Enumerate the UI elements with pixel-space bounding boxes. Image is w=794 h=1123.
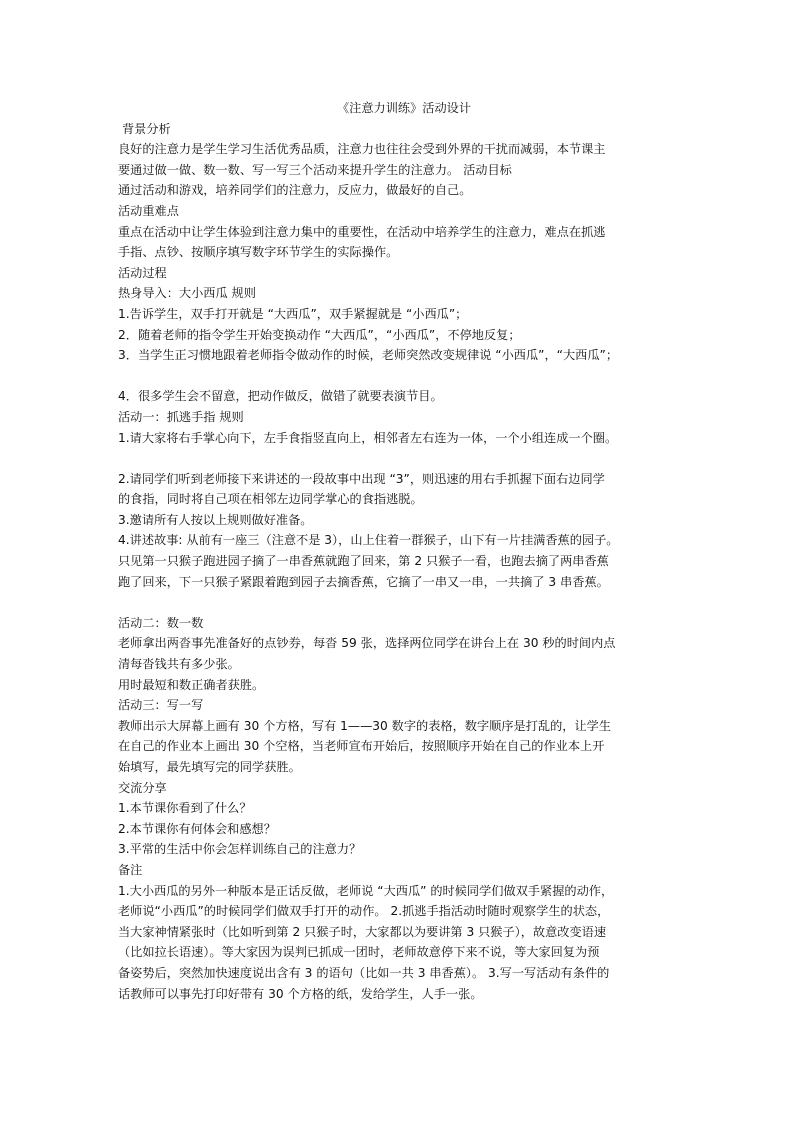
warmup-step: 1.告诉学生，双手打开就是 “大西瓜”，双手紧握就是 “小西瓜”； (118, 306, 468, 321)
spacer (118, 448, 680, 469)
activity2-heading: 活动二：数一数 (118, 615, 204, 630)
activity2-step: 用时最短和数正确者获胜。 (118, 677, 265, 692)
notes-heading: 备注 (118, 862, 143, 877)
notes-line: 话教师可以事先打印好带有 30 个方格的纸，发给学生，人手一张。 (118, 986, 483, 1001)
activity3-step: 在自己的作业本上画出 30 个空格，当老师宣布开始后，按照顺序开始在自己的作业本上开 (118, 739, 605, 754)
activity1-step: 1.请大家将右手掌心向下，左手食指竖直向上，相邻者左右连为一体，一个小组连成一个圈。 (118, 430, 618, 445)
activity3-step: 教师出示大屏幕上画有 30 个方格，写有 1——30 数字的表格，数字顺序是打乱的，让学生 (118, 718, 612, 733)
activity2-step: 老师拿出两沓事先准备好的点钞券，每沓 59 张，选择两位同学在讲台上在 30 秒的时间内点 (118, 636, 616, 651)
goal-text: 通过活动和游戏，培养同学们的注意力，反应力，做最好的自己。 (118, 183, 472, 198)
key-heading: 活动重难点 (118, 203, 179, 218)
notes-line: 1.大小西瓜的另外一种版本是正话反做，老师说 “大西瓜” 的时候同学们做双手紧握的动作， (118, 883, 614, 898)
notes-line: （比如拉长语速）。等大家因为误判已抓成一团时，老师故意停下来不说，等大家回复为预 (118, 945, 600, 960)
warmup-heading: 热身导入：大小西瓜 规则 (118, 286, 256, 301)
activity3-heading: 活动三：写一写 (118, 698, 204, 713)
process-heading: 活动过程 (118, 265, 167, 280)
share-question: 3.平常的生活中你会怎样训练自己的注意力？ (118, 842, 362, 857)
document-body (118, 98, 680, 1004)
notes-line: 备姿势后，突然加快速度说出含有 3 的语句（比如一共 3 串香蕉）。 3.写一写活动有条件的 (118, 965, 610, 980)
share-question: 1.本节课你看到了什么？ (118, 801, 252, 816)
share-question: 2.本节课你有何体会和感想？ (118, 821, 276, 836)
activity1-step: 的食指，同时将自己项在相邻左边同学掌心的食指逃脱。 (118, 492, 423, 507)
activity1-step: 跑了回来，下一只猴子紧跟着跑到园子去摘香蕉，它摘了一串又一串，一共摘了 3 串香蕉。 (118, 574, 609, 589)
activity1-step: 3.邀请所有人按以上规则做好准备。 (118, 512, 313, 527)
spacer (118, 592, 680, 613)
background-text-line: 要通过做一做、数一数、写一写三个活动来提升学生的注意力。 活动目标 (118, 162, 512, 177)
background-text-line: 良好的注意力是学生学习生活优秀品质，注意力也往往会受到外界的干扰而减弱，本节课主 (118, 142, 606, 157)
warmup-step: 3．当学生正习惯地跟着老师指令做动作的时候，老师突然改变规律说 “小西瓜”，“大西瓜”； (118, 348, 619, 363)
activity1-step: 2.请同学们听到老师接下来讲述的一段故事中出现 “3”，则迅速的用右手抓握下面右边同学 (118, 471, 605, 486)
share-heading: 交流分享 (118, 780, 167, 795)
activity1-heading: 活动一：抓逃手指 规则 (118, 409, 244, 424)
activity1-step: 4.讲述故事: 从前有一座三（注意不是 3），山上住着一群猴子，山下有一片挂满香蕉的园子。 (118, 533, 619, 548)
activity3-step: 始填写，最先填写完的同学获胜。 (118, 760, 301, 774)
key-text-line: 重点在活动中让学生体验到注意力集中的重要性，在活动中培养学生的注意力，难点在抓逃 (118, 224, 606, 239)
warmup-step: 4．很多学生会不留意，把动作做反，做错了就要表演节目。 (118, 389, 443, 404)
warmup-step: 2．随着老师的指令学生开始变换动作 “大西瓜”，“小西瓜”，不停地反复； (118, 327, 521, 342)
background-heading: 背景分析 (122, 121, 171, 136)
notes-line: 当大家神情紧张时（比如听到第 2 只猴子时，大家都以为要讲第 3 只猴子），故意改变语速 (118, 924, 607, 939)
key-text-line: 手指、点钞、按顺序填写数字环节学生的实际操作。 (118, 245, 399, 260)
activity1-step: 只见第一只猴子跑进园子摘了一串香蕉就跑了回来，第 2 只猴子一看，也跑去摘了两串香蕉 (118, 554, 609, 569)
document-title: 《注意力训练》活动设计 (336, 101, 472, 115)
notes-line: 老师说“小西瓜”的时候同学们做双手打开的动作。 2.抓逃手指活动时随时观察学生的状态， (118, 904, 610, 919)
activity2-step: 清每沓钱共有多少张。 (118, 657, 240, 672)
spacer (118, 366, 680, 387)
